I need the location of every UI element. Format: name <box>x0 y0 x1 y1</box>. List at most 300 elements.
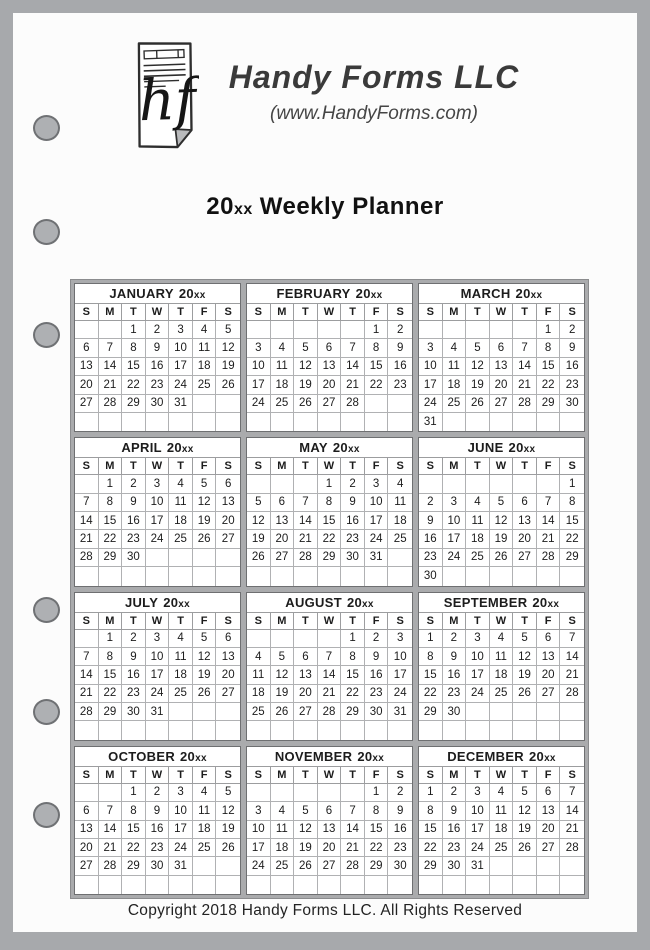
day-cell: 29 <box>341 703 365 721</box>
day-cell: 27 <box>216 685 240 703</box>
weekday-header: W <box>318 458 342 474</box>
day-cell: 8 <box>99 494 123 512</box>
day-cell: 7 <box>513 339 537 357</box>
day-cell <box>490 475 514 493</box>
weekday-header: S <box>75 458 99 474</box>
day-cell: 9 <box>365 648 389 666</box>
day-cell: 12 <box>490 512 514 530</box>
title-label: Weekly Planner <box>259 193 444 220</box>
month-year-prefix: 20 <box>532 594 548 610</box>
day-cell: 9 <box>122 648 146 666</box>
day-cell <box>537 703 561 721</box>
month-march <box>418 283 585 432</box>
weekday-row <box>419 304 584 321</box>
day-cell: 1 <box>560 475 584 493</box>
day-cell: 8 <box>419 802 443 820</box>
day-cell: 22 <box>99 530 123 548</box>
day-cell: 9 <box>122 494 146 512</box>
day-cell: 2 <box>146 321 170 339</box>
weekday-header: S <box>224 614 232 627</box>
day-cell <box>216 549 240 567</box>
day-cell: 23 <box>560 376 584 394</box>
month-title <box>75 284 240 304</box>
day-cell: 23 <box>388 376 412 394</box>
day-cell: 17 <box>466 821 490 839</box>
day-cell: 17 <box>247 376 271 394</box>
day-cell <box>318 630 342 648</box>
day-cell <box>513 876 537 894</box>
weekday-header: M <box>99 767 123 783</box>
day-cell: 16 <box>388 358 412 376</box>
day-cell <box>466 721 490 739</box>
day-cell: 9 <box>419 512 443 530</box>
day-cell: 30 <box>443 703 467 721</box>
weekday-header: M <box>99 458 123 474</box>
month-year-label <box>532 595 559 610</box>
day-cell <box>271 876 295 894</box>
day-cell <box>537 475 561 493</box>
day-cell: 13 <box>318 821 342 839</box>
month-year-label <box>180 749 207 764</box>
day-cell: 25 <box>443 395 467 413</box>
day-cell: 5 <box>294 339 318 357</box>
day-cell <box>419 475 443 493</box>
day-cell: 6 <box>318 802 342 820</box>
weekday-header: S <box>396 768 404 781</box>
day-cell: 12 <box>513 802 537 820</box>
day-cell: 27 <box>271 549 295 567</box>
day-cell: 10 <box>247 358 271 376</box>
day-cell <box>75 475 99 493</box>
day-cell: 9 <box>146 339 170 357</box>
month-days-grid <box>75 784 240 894</box>
day-cell <box>341 321 365 339</box>
day-cell <box>365 721 389 739</box>
page-title <box>13 193 637 221</box>
day-cell <box>271 413 295 431</box>
day-cell <box>490 703 514 721</box>
day-cell: 4 <box>466 494 490 512</box>
day-cell: 6 <box>216 475 240 493</box>
day-cell: 12 <box>271 666 295 684</box>
month-days-grid <box>75 630 240 740</box>
day-cell: 11 <box>490 648 514 666</box>
day-cell: 25 <box>271 395 295 413</box>
day-cell: 14 <box>318 666 342 684</box>
day-cell: 20 <box>216 512 240 530</box>
day-cell: 23 <box>146 839 170 857</box>
day-cell: 27 <box>537 839 561 857</box>
day-cell: 29 <box>99 549 123 567</box>
day-cell: 12 <box>294 358 318 376</box>
day-cell: 26 <box>216 839 240 857</box>
day-cell <box>388 567 412 585</box>
weekday-header: F <box>537 304 561 320</box>
copyright-notice: Copyright 2018 Handy Forms LLC. All Rights Reserved <box>127 902 523 919</box>
day-cell: 22 <box>365 376 389 394</box>
day-cell: 22 <box>419 685 443 703</box>
day-cell <box>365 395 389 413</box>
day-cell <box>388 549 412 567</box>
day-cell: 25 <box>169 530 193 548</box>
weekday-header: S <box>396 614 404 627</box>
weekday-header: T <box>341 458 365 474</box>
day-cell <box>443 475 467 493</box>
day-cell: 17 <box>388 666 412 684</box>
month-name: FEBRUARY <box>276 286 351 301</box>
day-cell: 17 <box>146 666 170 684</box>
day-cell: 31 <box>169 857 193 875</box>
day-cell: 8 <box>122 802 146 820</box>
day-cell: 26 <box>216 376 240 394</box>
day-cell: 1 <box>341 630 365 648</box>
month-name: DECEMBER <box>447 748 524 764</box>
day-cell: 3 <box>466 784 490 802</box>
day-cell: 10 <box>466 802 490 820</box>
day-cell <box>99 413 123 431</box>
weekday-header: W <box>146 613 170 629</box>
day-cell: 18 <box>169 666 193 684</box>
day-cell <box>193 876 217 894</box>
month-year-label <box>357 749 384 764</box>
month-year-prefix: 20 <box>178 286 194 301</box>
month-days-grid <box>419 321 584 431</box>
day-cell: 1 <box>537 321 561 339</box>
day-cell: 28 <box>537 549 561 567</box>
day-cell <box>537 721 561 739</box>
day-cell: 6 <box>490 339 514 357</box>
weekday-header: W <box>146 304 170 320</box>
day-cell <box>466 321 490 339</box>
day-cell <box>193 703 217 721</box>
day-cell: 27 <box>490 395 514 413</box>
month-year-label <box>509 440 536 455</box>
day-cell: 26 <box>513 685 537 703</box>
weekday-row <box>247 613 412 630</box>
day-cell: 19 <box>294 839 318 857</box>
weekday-header: W <box>490 458 514 474</box>
month-november <box>246 746 413 895</box>
day-cell: 14 <box>560 802 584 820</box>
day-cell: 7 <box>294 494 318 512</box>
weekday-header: F <box>537 458 561 474</box>
day-cell: 11 <box>271 821 295 839</box>
day-cell: 15 <box>99 512 123 530</box>
weekday-header: S <box>247 458 271 474</box>
weekday-header: S <box>224 460 232 473</box>
day-cell <box>388 721 412 739</box>
day-cell: 1 <box>365 784 389 802</box>
day-cell: 24 <box>443 549 467 567</box>
day-cell: 11 <box>169 648 193 666</box>
day-cell: 17 <box>169 821 193 839</box>
day-cell: 16 <box>560 358 584 376</box>
day-cell: 14 <box>513 358 537 376</box>
day-cell: 2 <box>419 494 443 512</box>
day-cell: 17 <box>146 512 170 530</box>
day-cell: 20 <box>75 376 99 394</box>
month-year-suffix: xx <box>181 444 194 456</box>
day-cell: 20 <box>537 821 561 839</box>
day-cell: 8 <box>99 648 123 666</box>
day-cell: 15 <box>122 358 146 376</box>
day-cell <box>294 876 318 894</box>
month-title <box>247 438 412 458</box>
month-year-prefix: 20 <box>529 748 545 764</box>
weekday-row <box>75 767 240 784</box>
handy-forms-logo <box>131 37 199 158</box>
month-title <box>419 593 584 613</box>
day-cell: 10 <box>365 494 389 512</box>
day-cell: 5 <box>466 339 490 357</box>
day-cell: 2 <box>443 784 467 802</box>
day-cell: 22 <box>99 685 123 703</box>
day-cell: 13 <box>75 358 99 376</box>
day-cell: 14 <box>560 648 584 666</box>
day-cell <box>169 876 193 894</box>
day-cell: 3 <box>466 630 490 648</box>
day-cell: 25 <box>490 839 514 857</box>
day-cell: 3 <box>388 630 412 648</box>
day-cell: 28 <box>294 549 318 567</box>
day-cell: 30 <box>122 549 146 567</box>
day-cell <box>169 413 193 431</box>
day-cell <box>193 857 217 875</box>
weekday-row <box>419 458 584 475</box>
day-cell: 8 <box>365 339 389 357</box>
document-icon <box>131 37 199 153</box>
day-cell: 29 <box>419 857 443 875</box>
day-cell: 18 <box>271 376 295 394</box>
day-cell: 25 <box>193 376 217 394</box>
day-cell <box>341 567 365 585</box>
day-cell <box>99 721 123 739</box>
day-cell: 7 <box>560 784 584 802</box>
month-name: JANUARY <box>109 286 174 301</box>
day-cell: 9 <box>560 339 584 357</box>
day-cell <box>318 567 342 585</box>
day-cell <box>341 876 365 894</box>
month-title <box>419 284 584 304</box>
day-cell: 21 <box>560 666 584 684</box>
weekday-header: S <box>419 304 443 320</box>
weekday-header: T <box>513 304 537 320</box>
day-cell: 14 <box>294 512 318 530</box>
day-cell: 30 <box>122 703 146 721</box>
weekday-header: W <box>318 613 342 629</box>
day-cell: 27 <box>294 703 318 721</box>
day-cell: 13 <box>294 666 318 684</box>
day-cell: 23 <box>388 839 412 857</box>
day-cell: 1 <box>99 630 123 648</box>
weekday-header: W <box>318 767 342 783</box>
day-cell <box>466 703 490 721</box>
day-cell: 5 <box>294 802 318 820</box>
weekday-header: W <box>146 458 170 474</box>
day-cell: 25 <box>388 530 412 548</box>
day-cell <box>388 395 412 413</box>
day-cell: 23 <box>341 530 365 548</box>
month-name: SEPTEMBER <box>443 594 528 610</box>
day-cell: 28 <box>341 395 365 413</box>
day-cell <box>294 567 318 585</box>
day-cell: 1 <box>365 321 389 339</box>
day-cell <box>318 721 342 739</box>
month-title <box>419 747 584 767</box>
weekday-header: W <box>146 767 170 783</box>
day-cell: 26 <box>490 549 514 567</box>
day-cell: 7 <box>341 339 365 357</box>
day-cell: 15 <box>341 666 365 684</box>
day-cell: 7 <box>75 648 99 666</box>
day-cell: 10 <box>146 494 170 512</box>
day-cell <box>146 876 170 894</box>
day-cell <box>193 567 217 585</box>
day-cell <box>466 413 490 431</box>
weekday-header: F <box>365 767 389 783</box>
day-cell: 2 <box>122 475 146 493</box>
day-cell: 3 <box>247 339 271 357</box>
month-days-grid <box>75 321 240 431</box>
day-cell <box>122 567 146 585</box>
day-cell <box>146 721 170 739</box>
day-cell <box>193 413 217 431</box>
day-cell: 14 <box>341 358 365 376</box>
day-cell: 12 <box>294 821 318 839</box>
day-cell: 8 <box>122 339 146 357</box>
day-cell: 19 <box>271 685 295 703</box>
weekday-header: W <box>490 767 514 783</box>
weekday-header: T <box>341 304 365 320</box>
day-cell: 28 <box>560 839 584 857</box>
day-cell: 4 <box>271 802 295 820</box>
day-cell <box>294 630 318 648</box>
weekday-header: F <box>537 613 561 629</box>
month-days-grid <box>419 784 584 894</box>
day-cell: 4 <box>247 648 271 666</box>
day-cell <box>271 475 295 493</box>
day-cell <box>99 784 123 802</box>
day-cell <box>318 876 342 894</box>
day-cell: 12 <box>513 648 537 666</box>
day-cell: 22 <box>341 685 365 703</box>
day-cell <box>193 721 217 739</box>
month-title <box>247 593 412 613</box>
weekday-header: T <box>294 458 318 474</box>
day-cell: 3 <box>146 475 170 493</box>
day-cell: 13 <box>490 358 514 376</box>
day-cell: 21 <box>513 376 537 394</box>
day-cell: 1 <box>122 784 146 802</box>
day-cell: 9 <box>443 648 467 666</box>
day-cell: 5 <box>247 494 271 512</box>
day-cell <box>419 721 443 739</box>
weekday-header: S <box>75 304 99 320</box>
day-cell: 18 <box>247 685 271 703</box>
day-cell <box>75 321 99 339</box>
day-cell: 28 <box>75 703 99 721</box>
day-cell: 11 <box>490 802 514 820</box>
month-year-suffix: xx <box>370 290 383 301</box>
day-cell: 31 <box>146 703 170 721</box>
month-year-suffix: xx <box>195 752 207 764</box>
day-cell: 23 <box>443 839 467 857</box>
day-cell: 15 <box>537 358 561 376</box>
day-cell: 3 <box>169 321 193 339</box>
header <box>13 37 637 158</box>
day-cell: 13 <box>318 358 342 376</box>
day-cell: 5 <box>216 321 240 339</box>
company-name: Handy Forms LLC <box>228 59 520 95</box>
day-cell: 27 <box>537 685 561 703</box>
day-cell: 6 <box>294 648 318 666</box>
day-cell: 2 <box>122 630 146 648</box>
day-cell <box>169 703 193 721</box>
weekday-header: T <box>341 613 365 629</box>
day-cell <box>490 857 514 875</box>
day-cell: 26 <box>513 839 537 857</box>
day-cell: 24 <box>146 530 170 548</box>
day-cell: 21 <box>99 376 123 394</box>
month-year-prefix: 20 <box>346 594 363 610</box>
day-cell: 7 <box>560 630 584 648</box>
month-name: NOVEMBER <box>274 748 353 764</box>
day-cell: 7 <box>75 494 99 512</box>
day-cell <box>294 721 318 739</box>
day-cell <box>537 567 561 585</box>
day-cell: 17 <box>247 839 271 857</box>
day-cell: 5 <box>271 648 295 666</box>
day-cell: 31 <box>169 395 193 413</box>
day-cell: 14 <box>75 666 99 684</box>
binder-hole <box>33 699 60 725</box>
weekday-row <box>247 767 412 784</box>
day-cell: 16 <box>388 821 412 839</box>
day-cell: 4 <box>193 784 217 802</box>
day-cell: 25 <box>193 839 217 857</box>
day-cell: 20 <box>75 839 99 857</box>
month-days-grid <box>247 630 412 740</box>
day-cell: 19 <box>466 376 490 394</box>
weekday-header: M <box>271 767 295 783</box>
day-cell: 6 <box>216 630 240 648</box>
month-title <box>247 747 412 767</box>
day-cell <box>443 321 467 339</box>
month-days-grid <box>75 475 240 585</box>
weekday-row <box>419 613 584 630</box>
weekday-row <box>247 304 412 321</box>
weekday-header: T <box>294 767 318 783</box>
weekday-header: T <box>294 613 318 629</box>
month-year-label <box>356 286 383 301</box>
day-cell: 19 <box>216 821 240 839</box>
day-cell: 21 <box>294 530 318 548</box>
day-cell: 28 <box>341 857 365 875</box>
day-cell: 21 <box>75 685 99 703</box>
day-cell: 26 <box>271 703 295 721</box>
day-cell <box>443 567 467 585</box>
day-cell <box>341 721 365 739</box>
day-cell <box>365 413 389 431</box>
day-cell <box>216 395 240 413</box>
month-year-prefix: 20 <box>515 286 531 301</box>
month-january <box>74 283 241 432</box>
day-cell <box>443 413 467 431</box>
weekday-header: S <box>224 768 232 781</box>
weekday-header: M <box>99 304 123 320</box>
weekday-header: T <box>169 458 193 474</box>
month-days-grid <box>247 321 412 431</box>
